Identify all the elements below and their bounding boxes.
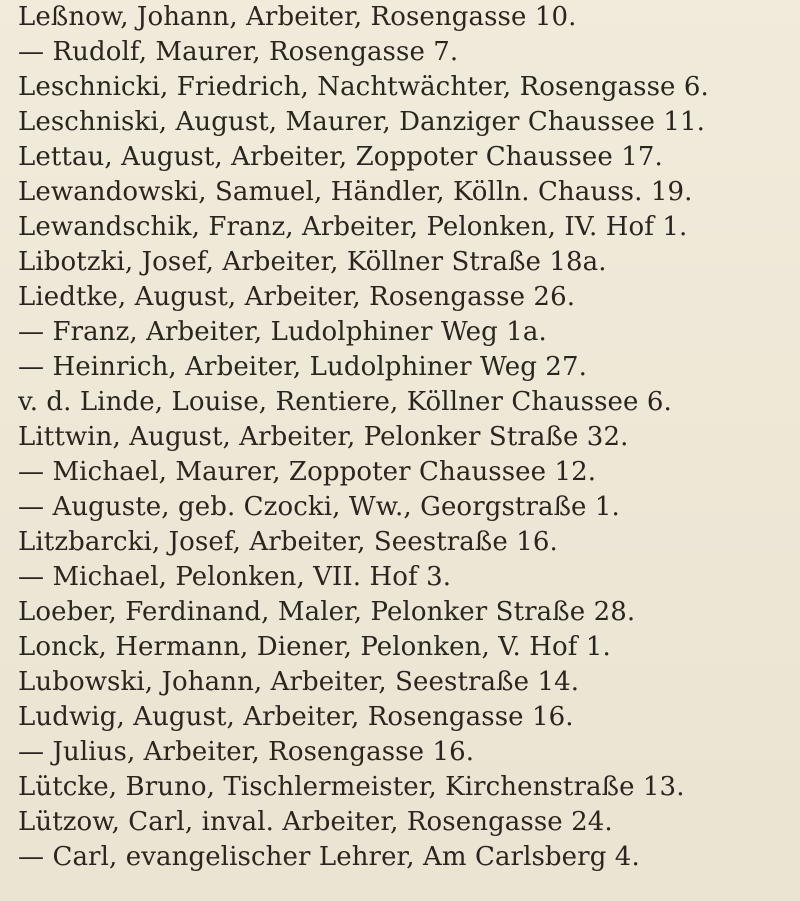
directory-entry: — Heinrich, Arbeiter, Ludolphiner Weg 27. (18, 352, 587, 382)
directory-entry: Lettau, August, Arbeiter, Zoppoter Chaussee 17. (18, 142, 663, 172)
directory-entry: Leschnicki, Friedrich, Nachtwächter, Rosengasse 6. (18, 72, 709, 102)
directory-entry: v. d. Linde, Louise, Rentiere, Köllner Chaussee 6. (18, 387, 672, 417)
cropped-text-line (18, 875, 800, 880)
directory-entry: — Carl, evangelischer Lehrer, Am Carlsberg 4. (18, 842, 640, 872)
directory-entry: — Franz, Arbeiter, Ludolphiner Weg 1a. (18, 317, 547, 347)
directory-entry: Leschniski, August, Maurer, Danziger Chaussee 11. (18, 107, 706, 137)
directory-list (18, 0, 800, 875)
directory-entry: Liedtke, August, Arbeiter, Rosengasse 26. (18, 282, 576, 312)
directory-entry: Littwin, August, Arbeiter, Pelonker Straße 32. (18, 422, 629, 452)
directory-entry: Leßnow, Johann, Arbeiter, Rosengasse 10. (18, 2, 577, 32)
directory-entry: Libotzki, Josef, Arbeiter, Köllner Straße 18a. (18, 247, 607, 277)
directory-entry: Loeber, Ferdinand, Maler, Pelonker Straße 28. (18, 597, 636, 627)
directory-entry: Lützow, Carl, inval. Arbeiter, Rosengasse 24. (18, 807, 613, 837)
directory-entry: Lewandschik, Franz, Arbeiter, Pelonken, IV. Hof 1. (18, 212, 688, 242)
directory-entry: — Rudolf, Maurer, Rosengasse 7. (18, 37, 459, 67)
directory-entry: Ludwig, August, Arbeiter, Rosengasse 16. (18, 702, 574, 732)
directory-entry: Lütcke, Bruno, Tischlermeister, Kirchenstraße 13. (18, 772, 685, 802)
directory-entry: Litzbarcki, Josef, Arbeiter, Seestraße 16. (18, 527, 558, 557)
directory-entry: Lubowski, Johann, Arbeiter, Seestraße 14. (18, 667, 580, 697)
directory-entry: — Michael, Maurer, Zoppoter Chaussee 12. (18, 457, 597, 487)
directory-entry: — Auguste, geb. Czocki, Ww., Georgstraße 1. (18, 492, 620, 522)
directory-entry: Lewandowski, Samuel, Händler, Kölln. Chauss. 19. (18, 177, 693, 207)
directory-entry: — Michael, Pelonken, VII. Hof 3. (18, 562, 452, 592)
directory-entry: Lonck, Hermann, Diener, Pelonken, V. Hof 1. (18, 632, 611, 662)
directory-entry: — Julius, Arbeiter, Rosengasse 16. (18, 737, 475, 767)
